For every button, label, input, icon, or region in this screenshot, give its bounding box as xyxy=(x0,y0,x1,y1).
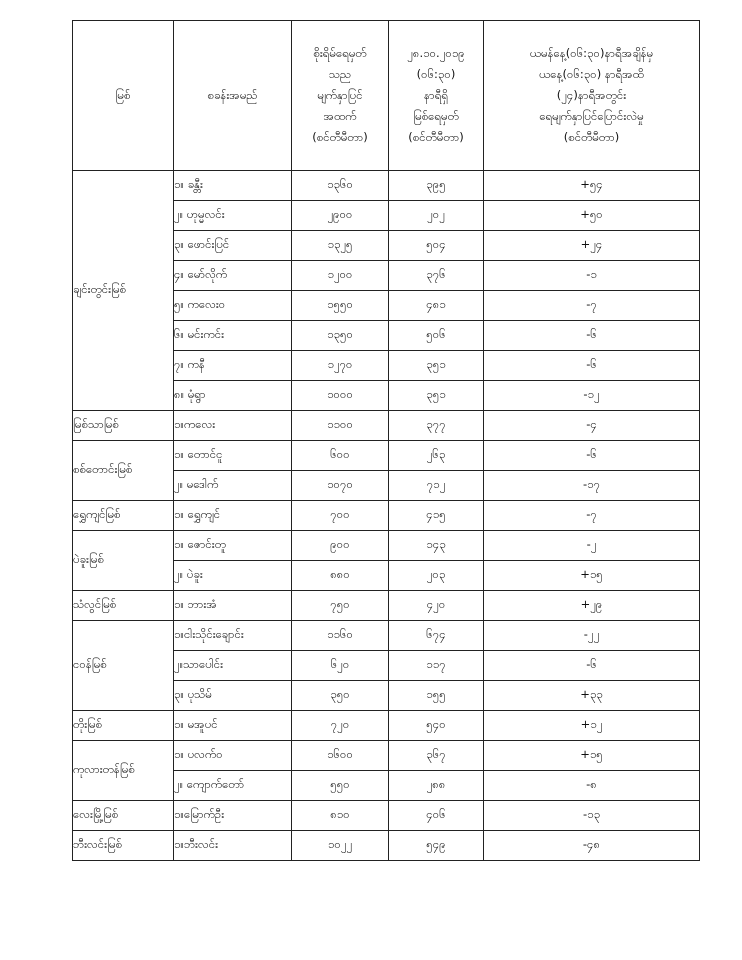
danger-level-cell: ၁၃၆၀ xyxy=(292,171,389,201)
current-level-cell: ၂၈၈ xyxy=(389,771,484,801)
station-name-cell: ၂။ မဒေါက် xyxy=(174,471,292,501)
header-24h-change: ယမန်နေ့(၀၆:၃၀)နာရီအချိန်မှ ယနေ့(၀၆:၃၀) နာရီအထိ (၂၄)နာရီအတွင်း ရေမျက်နှာပြင်ပြောင်းလဲမှု (စင်တီမီတာ) xyxy=(484,21,700,171)
danger-level-cell: ၃၅၀ xyxy=(292,681,389,711)
river-name-cell: တိုးမြစ် xyxy=(73,711,174,741)
current-level-cell: ၄၈၁ xyxy=(389,291,484,321)
danger-level-cell: ၁၃၂၅ xyxy=(292,231,389,261)
danger-level-cell: ၁၅၅၀ xyxy=(292,291,389,321)
table-row xyxy=(73,801,700,831)
current-level-cell: ၁၅၅ xyxy=(389,681,484,711)
current-level-cell: ၂၀၃ xyxy=(389,561,484,591)
river-name-cell: မြစ်သာမြစ် xyxy=(73,411,174,441)
level-change-cell: -၇ xyxy=(484,291,700,321)
danger-level-cell: ၁၂၀၀ xyxy=(292,261,389,291)
danger-level-cell: ၇၅၀ xyxy=(292,591,389,621)
current-level-cell: ၃၉၅ xyxy=(389,171,484,201)
level-change-cell: +၁၂ xyxy=(484,711,700,741)
station-name-cell: ၆။ မင်းကင်း xyxy=(174,321,292,351)
level-change-cell: -၆ xyxy=(484,651,700,681)
current-level-cell: ၄၁၅ xyxy=(389,501,484,531)
level-change-cell: -၇ xyxy=(484,501,700,531)
level-change-cell: -၂ xyxy=(484,531,700,561)
station-name-cell: ၄။ မော်လိုက် xyxy=(174,261,292,291)
header-station: စခန်းအမည် xyxy=(174,21,292,171)
station-name-cell: ၁။ ခန္တီး xyxy=(174,171,292,201)
river-name-cell: ဘီးလင်းမြစ် xyxy=(73,831,174,861)
station-name-cell: ၁။ မအူပင် xyxy=(174,711,292,741)
table-row xyxy=(73,531,700,561)
danger-level-cell: ၈၁၀ xyxy=(292,801,389,831)
danger-level-cell: ၆၀၀ xyxy=(292,441,389,471)
level-change-cell: +၂၉ xyxy=(484,591,700,621)
level-change-cell: -၁ xyxy=(484,261,700,291)
danger-level-cell: ၆၂၀ xyxy=(292,651,389,681)
header-row xyxy=(73,21,700,171)
station-name-cell: ၃။ ဖောင်းပြင် xyxy=(174,231,292,261)
danger-level-cell: ၁၁၆၀ xyxy=(292,621,389,651)
level-change-cell: +၅၄ xyxy=(484,171,700,201)
current-level-cell: ၂၀၂ xyxy=(389,201,484,231)
station-name-cell: ၁။ငါးသိုင်းချောင်း xyxy=(174,621,292,651)
level-change-cell: -၈ xyxy=(484,771,700,801)
river-name-cell: ပဲခူးမြစ် xyxy=(73,531,174,591)
table-row xyxy=(73,621,700,651)
danger-level-cell: ၉၀၀ xyxy=(292,531,389,561)
river-name-cell: လေးမြို့မြစ် xyxy=(73,801,174,831)
level-change-cell: -၁၂ xyxy=(484,381,700,411)
table-row xyxy=(73,741,700,771)
river-name-cell: ရွှေကျင်မြစ် xyxy=(73,501,174,531)
current-level-cell: ၂၆၃ xyxy=(389,441,484,471)
table-body xyxy=(73,171,700,861)
current-level-cell: ၅၀၄ xyxy=(389,231,484,261)
station-name-cell: ၈။ မုံရွာ xyxy=(174,381,292,411)
station-name-cell: ၇။ ကနီ xyxy=(174,351,292,381)
station-name-cell: ၁။ ရွှေကျင် xyxy=(174,501,292,531)
river-name-cell: စစ်တောင်းမြစ် xyxy=(73,441,174,501)
level-change-cell: -၆ xyxy=(484,321,700,351)
danger-level-cell: ၅၅၀ xyxy=(292,771,389,801)
danger-level-cell: ၁၀၀၀ xyxy=(292,381,389,411)
station-name-cell: ၅။ ကလေးဝ xyxy=(174,291,292,321)
level-change-cell: +၅၀ xyxy=(484,201,700,231)
current-level-cell: ၄၀၆ xyxy=(389,801,484,831)
danger-level-cell: ၁၂၇၀ xyxy=(292,351,389,381)
current-level-cell: ၅၄၉ xyxy=(389,831,484,861)
danger-level-cell: ၁၀၇၀ xyxy=(292,471,389,501)
station-name-cell: ၂။ ဟုမ္မလင်း xyxy=(174,201,292,231)
level-change-cell: -၆ xyxy=(484,441,700,471)
table-row xyxy=(73,711,700,741)
danger-level-cell: ၁၀၂၂ xyxy=(292,831,389,861)
station-name-cell: ၃။ ပုသိမ် xyxy=(174,681,292,711)
danger-level-cell: ၇၀၀ xyxy=(292,501,389,531)
river-name-cell: ချင်းတွင်းမြစ် xyxy=(73,171,174,411)
current-level-cell: ၃၇၇ xyxy=(389,411,484,441)
header-river: မြစ် xyxy=(73,21,174,171)
level-change-cell: -၆ xyxy=(484,351,700,381)
table-row xyxy=(73,171,700,201)
station-name-cell: ၁။ဘီးလင်း xyxy=(174,831,292,861)
station-name-cell: ၂။ ကျောက်တော် xyxy=(174,771,292,801)
river-name-cell: ကုလားတန်မြစ် xyxy=(73,741,174,801)
station-name-cell: ၂။ ပဲခူး xyxy=(174,561,292,591)
level-change-cell: +၁၅ xyxy=(484,741,700,771)
level-change-cell: -၄၈ xyxy=(484,831,700,861)
level-change-cell: +၃၃ xyxy=(484,681,700,711)
current-level-cell: ၃၅၁ xyxy=(389,381,484,411)
level-change-cell: -၂၂ xyxy=(484,621,700,651)
table-row xyxy=(73,411,700,441)
current-level-cell: ၁၄၃ xyxy=(389,531,484,561)
danger-level-cell: ၈၈၀ xyxy=(292,561,389,591)
level-change-cell: +၁၅ xyxy=(484,561,700,591)
current-level-cell: ၁၁၇ xyxy=(389,651,484,681)
station-name-cell: ၁။မြောက်ဦး xyxy=(174,801,292,831)
danger-level-cell: ၁၆၀၀ xyxy=(292,741,389,771)
current-level-cell: ၃၆၇ xyxy=(389,741,484,771)
current-level-cell: ၃၅၁ xyxy=(389,351,484,381)
danger-level-cell: ၁၁၀၀ xyxy=(292,411,389,441)
level-change-cell: -၄ xyxy=(484,411,700,441)
table-row xyxy=(73,441,700,471)
table-row xyxy=(73,831,700,861)
station-name-cell: ၁။ တောင်ငူ xyxy=(174,441,292,471)
river-water-level-table xyxy=(72,20,700,861)
level-change-cell: -၁၇ xyxy=(484,471,700,501)
station-name-cell: ၂။သာပေါင်း xyxy=(174,651,292,681)
current-level-cell: ၅၄၀ xyxy=(389,711,484,741)
current-level-cell: ၃၇၆ xyxy=(389,261,484,291)
station-name-cell: ၁။ ပလက်ဝ xyxy=(174,741,292,771)
danger-level-cell: ၂၉၀၀ xyxy=(292,201,389,231)
level-change-cell: +၂၄ xyxy=(484,231,700,261)
river-name-cell: ငဝန်မြစ် xyxy=(73,621,174,711)
table-row xyxy=(73,591,700,621)
station-name-cell: ၁။ကလေး xyxy=(174,411,292,441)
header-danger-level: စိုးရိမ်ရေမှတ် သည မျက်နှာပြင် အထက် (စင်တီမီတာ) xyxy=(292,21,389,171)
station-name-cell: ၁။ ဇောင်းတူ xyxy=(174,531,292,561)
river-name-cell: သံလွင်မြစ် xyxy=(73,591,174,621)
current-level-cell: ၆၇၄ xyxy=(389,621,484,651)
level-change-cell: -၁၃ xyxy=(484,801,700,831)
current-level-cell: ၄၂၀ xyxy=(389,591,484,621)
danger-level-cell: ၇၂၀ xyxy=(292,711,389,741)
danger-level-cell: ၁၃၅၀ xyxy=(292,321,389,351)
header-current-level: ၂၈.၁၀.၂၀၁၉ (၀၆:၃၀) နာရီရှိ မြစ်ရေမှတ် (စင်တီမီတာ) xyxy=(389,21,484,171)
table-row xyxy=(73,501,700,531)
current-level-cell: ၇၁၂ xyxy=(389,471,484,501)
current-level-cell: ၅၀၆ xyxy=(389,321,484,351)
station-name-cell: ၁။ ဘားအံ xyxy=(174,591,292,621)
